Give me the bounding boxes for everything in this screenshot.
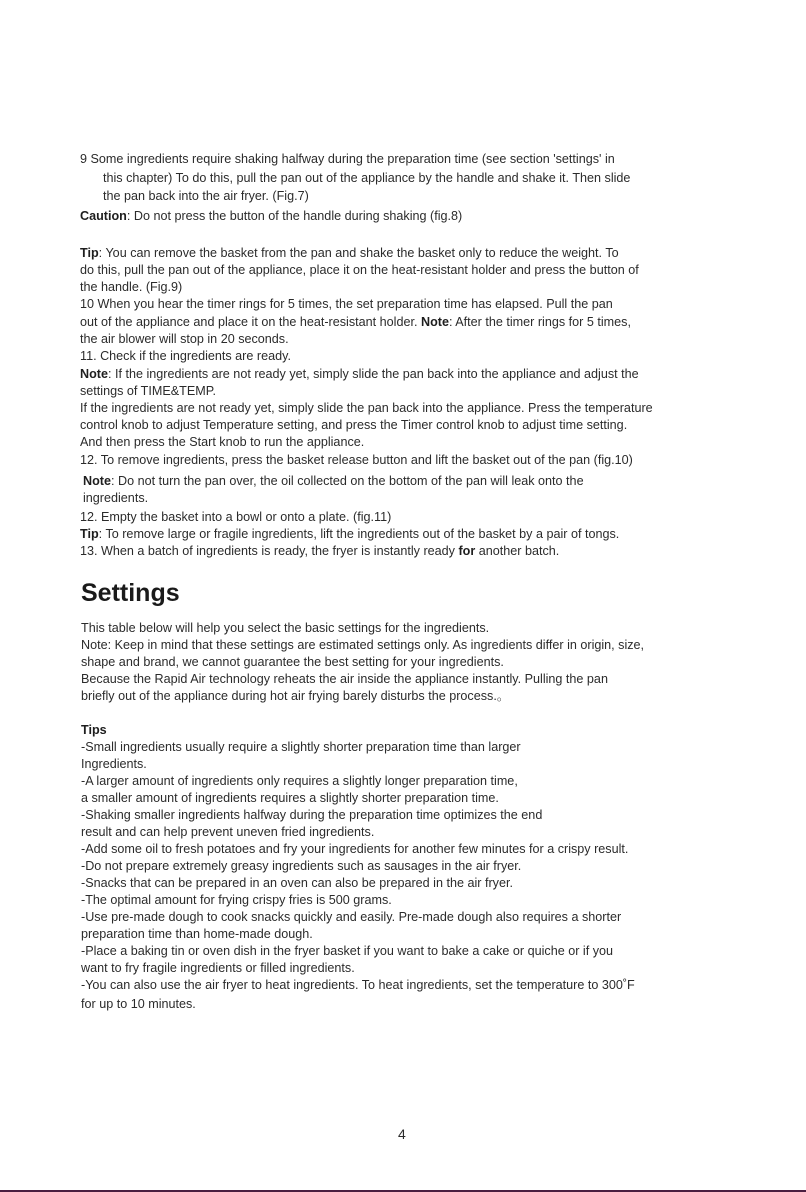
tip-2-text: : To remove large or fragile ingredients, lift the ingredients out of the basket by a pair of tongs. xyxy=(98,527,620,541)
step-13-end-text: another batch. xyxy=(475,544,560,558)
step-9-line-2: this chapter) To do this, pull the pan out of the appliance by the handle and shake it. Then slide xyxy=(103,171,631,185)
tip-line-2: do this, pull the pan out of the appliance, place it on the heat-resistant holder and press the button of xyxy=(80,263,639,277)
tips-line-12: preparation time than home-made dough. xyxy=(81,927,313,941)
paragraph-line-1: If the ingredients are not ready yet, simply slide the pan back into the appliance. Press the temperature xyxy=(80,401,653,415)
note-2-line-2: ingredients. xyxy=(83,491,149,505)
tips-line-15: -You can also use the air fryer to heat ingredients. To heat ingredients, set the temperature to 300˚F xyxy=(81,978,635,992)
tips-line-11: -Use pre-made dough to cook snacks quickly and easily. Pre-made dough also requires a shorter xyxy=(81,910,622,924)
tip-label: Tip xyxy=(80,246,99,260)
settings-heading: Settings xyxy=(81,579,180,607)
note-line-2: settings of TIME&TEMP. xyxy=(80,384,217,398)
paragraph-line-3: And then press the Start knob to run the appliance. xyxy=(80,435,365,449)
step-12b-line: 12. Empty the basket into a bowl or onto a plate. (fig.11) xyxy=(80,510,392,524)
tip-2-line xyxy=(80,526,619,542)
intro-line-3: shape and brand, we cannot guarantee the best setting for your ingredients. xyxy=(81,655,504,669)
tips-line-10: -The optimal amount for frying crispy fries is 500 grams. xyxy=(81,893,392,907)
caution-label: Caution xyxy=(80,209,127,223)
step-9-line-3: the pan back into the air fryer. (Fig.7) xyxy=(103,189,309,203)
tip-line-1 xyxy=(80,245,619,261)
step-9-line-1: 9 Some ingredients require shaking halfway during the preparation time (see section 'settings' in xyxy=(80,152,615,166)
step-12-line: 12. To remove ingredients, press the basket release button and lift the basket out of the pan (fig.10) xyxy=(80,453,633,467)
tips-title: Tips xyxy=(81,723,107,737)
tips-line-4: a smaller amount of ingredients requires a slightly shorter preparation time. xyxy=(81,791,499,805)
tips-line-6: result and can help prevent uneven fried ingredients. xyxy=(81,825,375,839)
intro-line-4: Because the Rapid Air technology reheats the air inside the appliance instantly. Pulling the pan xyxy=(81,672,608,686)
intro-line-2: Note: Keep in mind that these settings are estimated settings only. As ingredients differ in origin, size, xyxy=(81,638,645,652)
step-13-line xyxy=(80,543,559,559)
step-10-line-3: the air blower will stop in 20 seconds. xyxy=(80,332,289,346)
note-text: : If the ingredients are not ready yet, simply slide the pan back into the appliance and adjust the xyxy=(108,367,639,381)
caution-text: : Do not press the button of the handle during shaking (fig.8) xyxy=(126,209,463,223)
note-label: Note xyxy=(83,474,111,488)
tips-line-16: for up to 10 minutes. xyxy=(81,997,196,1011)
tip-label: Tip xyxy=(80,527,99,541)
tips-line-14: want to fry fragile ingredients or filled ingredients. xyxy=(81,961,355,975)
page-number: 4 xyxy=(398,1126,406,1142)
tips-line-7: -Add some oil to fresh potatoes and fry your ingredients for another few minutes for a crispy result. xyxy=(81,842,629,856)
tips-line-5: -Shaking smaller ingredients halfway during the preparation time optimizes the end xyxy=(81,808,543,822)
note-2-text: : Do not turn the pan over, the oil collected on the bottom of the pan will leak onto the xyxy=(111,474,584,488)
note-label: Note xyxy=(80,367,108,381)
caution-line xyxy=(80,208,462,224)
paragraph-line-2: control knob to adjust Temperature setting, and press the Timer control knob to adjust time setting. xyxy=(80,418,628,432)
note-label: Note xyxy=(420,315,449,329)
for-bold: for xyxy=(458,544,476,558)
tips-line-1: -Small ingredients usually require a slightly shorter preparation time than larger xyxy=(81,740,521,754)
tips-line-9: -Snacks that can be prepared in an oven can also be prepared in the air fryer. xyxy=(81,876,513,890)
step-13-text: 13. When a batch of ingredients is ready, the fryer is instantly ready xyxy=(80,544,459,558)
step-10-line-1: 10 When you hear the timer rings for 5 times, the set preparation time has elapsed. Pull the pan xyxy=(80,297,613,311)
tips-line-8: -Do not prepare extremely greasy ingredients such as sausages in the air fryer. xyxy=(81,859,522,873)
note-2-line-1 xyxy=(83,473,584,489)
step-10-line-2 xyxy=(80,314,631,330)
tip-line-3: the handle. (Fig.9) xyxy=(80,280,183,294)
note-line-1 xyxy=(80,366,639,382)
step-10-note-text: : After the timer rings for 5 times, xyxy=(448,315,631,329)
intro-line-1: This table below will help you select the basic settings for the ingredients. xyxy=(81,621,490,635)
tips-line-2: Ingredients. xyxy=(81,757,147,771)
tips-line-13: -Place a baking tin or oven dish in the fryer basket if you want to bake a cake or quiche or if you xyxy=(81,944,614,958)
tip-text: : You can remove the basket from the pan and shake the basket only to reduce the weight. To xyxy=(98,246,619,260)
step-10-text: out of the appliance and place it on the heat-resistant holder. xyxy=(80,315,421,329)
tips-line-3: -A larger amount of ingredients only requires a slightly longer preparation time, xyxy=(81,774,518,788)
intro-line-5: briefly out of the appliance during hot air frying barely disturbs the process.。 xyxy=(81,689,510,703)
step-11-line: 11. Check if the ingredients are ready. xyxy=(80,349,291,363)
